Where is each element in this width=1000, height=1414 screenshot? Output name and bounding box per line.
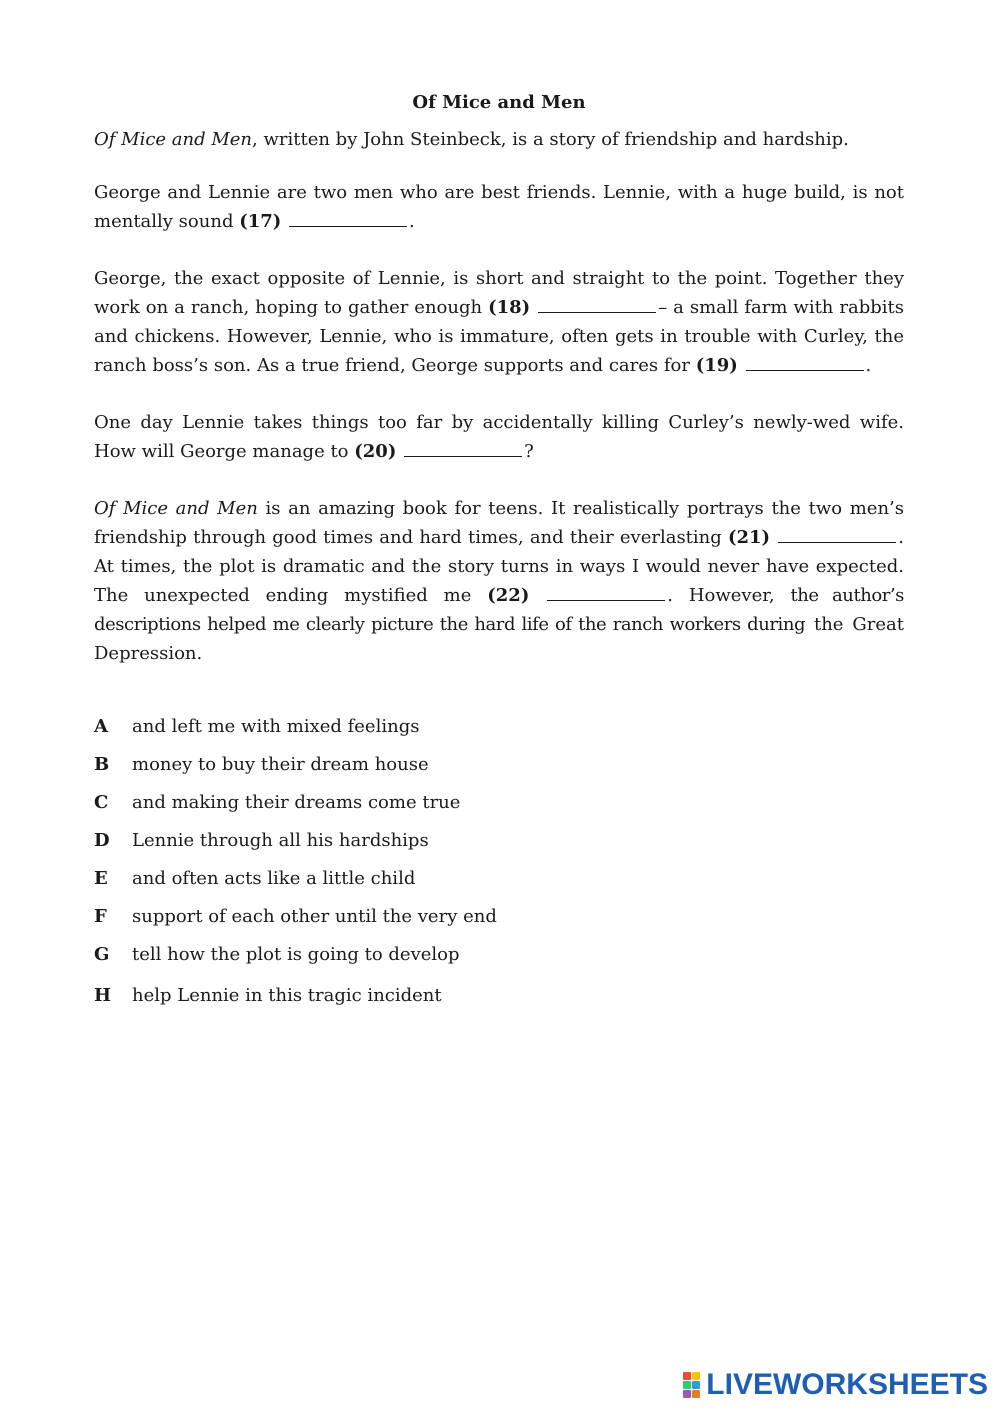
option-letter: D (94, 830, 110, 851)
option-text: money to buy their dream house (132, 754, 429, 775)
p4-mid: . At times, the plot is dramatic and the story turns in ways I would never have expected. The unexpected ending mystified me (94, 527, 904, 606)
p2-text: George, the exact opposite of Lennie, is short and straight to the point. Together they work on a ranch, hoping to gather enough (94, 268, 904, 318)
option-letter: B (94, 754, 110, 775)
option-a (94, 716, 694, 754)
p4-tight-line: the author’s descriptions helped me clearly picture the hard life of the ranch workers during (94, 585, 904, 635)
gap-21-blank[interactable] (778, 526, 896, 543)
logo-square (683, 1372, 691, 1380)
option-f (94, 906, 694, 944)
option-text: tell how the plot is going to develop (132, 944, 460, 965)
gap-19-blank[interactable] (746, 354, 864, 371)
option-text: and left me with mixed feelings (132, 716, 420, 737)
gap-17-blank[interactable] (289, 210, 407, 227)
option-d (94, 830, 694, 868)
gap-21-number: (21) (727, 527, 771, 548)
option-c (94, 792, 694, 830)
paragraph-2 (94, 264, 904, 380)
p1-end: . (409, 211, 415, 232)
option-b (94, 754, 694, 792)
option-letter: C (94, 792, 109, 813)
option-letter: A (94, 716, 108, 737)
book-title-italic-2: Of Mice and Men (94, 498, 258, 519)
brand-name: LIVEWORKSHEETS (706, 1368, 988, 1401)
option-letter: H (94, 985, 112, 1006)
paragraph-1 (94, 178, 904, 236)
paragraph-3 (94, 408, 904, 466)
p4-after: . However, (667, 585, 791, 606)
option-e (94, 868, 694, 906)
p4-end: the Great Depression. (94, 614, 904, 664)
option-letter: E (94, 868, 108, 889)
intro-text: , written by John Steinbeck, is a story of friendship and hardship. (252, 129, 849, 150)
page-title: Of Mice and Men (412, 92, 586, 113)
answer-options (94, 716, 694, 1023)
option-text: Lennie through all his hardships (132, 830, 429, 851)
gap-18-number: (18) (488, 297, 531, 318)
book-title-italic: Of Mice and Men (94, 129, 253, 150)
intro-paragraph (94, 125, 904, 154)
option-letter: G (94, 944, 110, 965)
logo-square (683, 1390, 691, 1398)
gap-20-number: (20) (354, 441, 397, 462)
gap-22-blank[interactable] (547, 584, 665, 601)
gap-19-number: (19) (695, 355, 738, 376)
logo-square (692, 1381, 700, 1389)
logo-square (683, 1381, 691, 1389)
option-h (94, 985, 694, 1023)
p3-end: ? (524, 441, 534, 462)
p3-text: One day Lennie takes things too far by accidentally killing Curley’s newly-wed wife. How will George manage to (94, 412, 904, 462)
liveworksheets-logo-icon (683, 1372, 700, 1398)
gap-20-blank[interactable] (404, 440, 522, 457)
option-text: and making their dreams come true (132, 792, 461, 813)
p1-text: George and Lennie are two men who are best friends. Lennie, with a huge build, is not mentally sound (94, 182, 904, 232)
option-g (94, 944, 694, 982)
gap-18-blank[interactable] (538, 296, 656, 313)
p2-mid: – a small farm with rabbits and chickens. However, Lennie, who is immature, often gets in trouble with Curley, the ranch boss’s son. As a true friend, George supports and cares for (94, 297, 904, 376)
logo-square (692, 1372, 700, 1380)
paragraph-4 (94, 494, 904, 668)
option-text: help Lennie in this tragic incident (132, 985, 442, 1006)
option-text: support of each other until the very end (132, 906, 497, 927)
liveworksheets-brand (683, 1368, 988, 1402)
logo-square (692, 1390, 700, 1398)
option-letter: F (94, 906, 107, 927)
gap-17-number: (17) (239, 211, 282, 232)
worksheet-text (94, 92, 904, 696)
gap-22-number: (22) (487, 585, 530, 606)
p2-end: . (865, 355, 872, 376)
option-text: and often acts like a little child (132, 868, 416, 889)
p4-text: is an amazing book for teens. It realistically portrays the two men’s friendship through good times and hard times, and their everlasting (94, 498, 904, 548)
